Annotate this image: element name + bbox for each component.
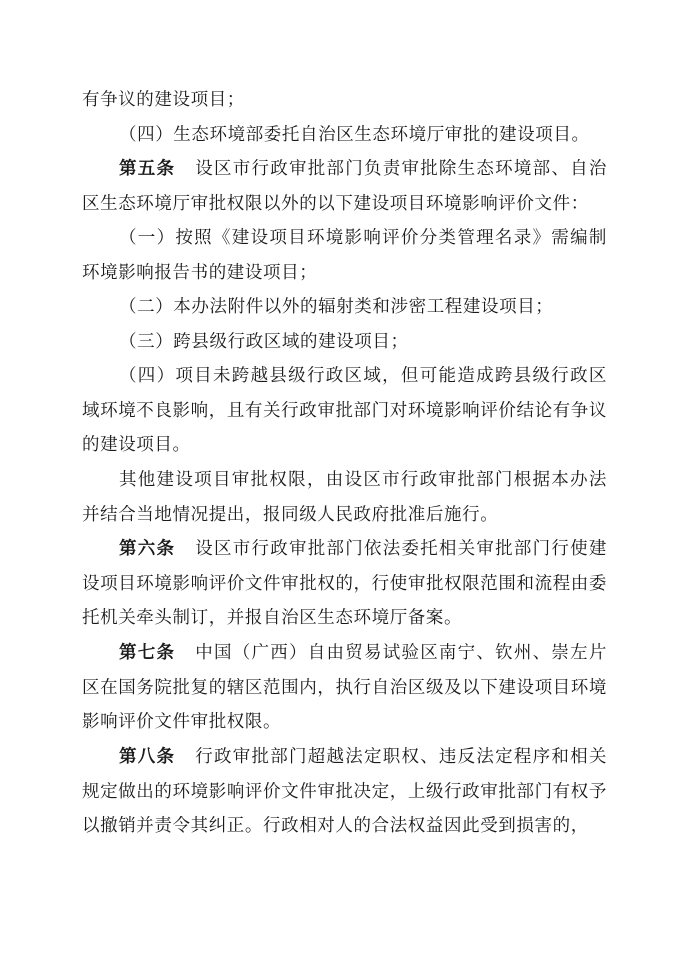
article-heading: 第八条 <box>119 747 176 767</box>
paragraph-5 <box>82 290 607 325</box>
paragraph-text: 其他建设项目审批权限，由设区市行政审批部门根据本办法并结合当地情况提出，报同级人民政府批准后施行。 <box>82 470 607 525</box>
paragraph-2 <box>82 118 607 153</box>
article-heading: 第七条 <box>119 643 176 663</box>
paragraph-text: 行政审批部门超越法定职权、违反法定程序和相关规定做出的环境影响评价文件审批决定，上级行政审批部门有权予以撤销并责令其纠正。行政相对人的合法权益因此受到损害的， <box>82 747 607 836</box>
paragraph-text: 设区市行政审批部门负责审批除生态环境部、自治区生态环境厅审批权限以外的以下建设项目环境影响评价文件： <box>82 159 607 214</box>
paragraph-text: （一）按照《建设项目环境影响评价分类管理名录》需编制环境影响报告书的建设项目； <box>82 228 607 283</box>
article-6 <box>82 532 607 636</box>
paragraph-text: 有争议的建设项目； <box>82 90 245 110</box>
paragraph-1 <box>82 83 607 118</box>
paragraph-text: 设区市行政审批部门依法委托相关审批部门行使建设项目环境影响评价文件审批权的，行使审批权限范围和流程由委托机关牵头制订，并报自治区生态环境厅备案。 <box>82 539 607 628</box>
article-8 <box>82 740 607 844</box>
paragraph-text: （四）生态环境部委托自治区生态环境厅审批的建设项目。 <box>119 125 590 145</box>
article-7 <box>82 636 607 740</box>
paragraph-7 <box>82 359 607 463</box>
paragraph-text: （二）本办法附件以外的辐射类和涉密工程建设项目； <box>119 297 554 317</box>
paragraph-8 <box>82 463 607 532</box>
paragraph-text: （四）项目未跨越县级行政区域，但可能造成跨县级行政区域环境不良影响，且有关行政审批部门对环境影响评价结论有争议的建设项目。 <box>82 366 607 455</box>
paragraph-6 <box>82 325 607 360</box>
article-heading: 第五条 <box>119 159 176 179</box>
paragraph-4 <box>82 221 607 290</box>
paragraph-text: 中国（广西）自由贸易试验区南宁、钦州、崇左片区在国务院批复的辖区范围内，执行自治区级及以下建设项目环境影响评价文件审批权限。 <box>82 643 607 732</box>
article-5 <box>82 152 607 221</box>
paragraph-text: （三）跨县级行政区域的建设项目； <box>119 332 409 352</box>
article-heading: 第六条 <box>119 539 176 559</box>
